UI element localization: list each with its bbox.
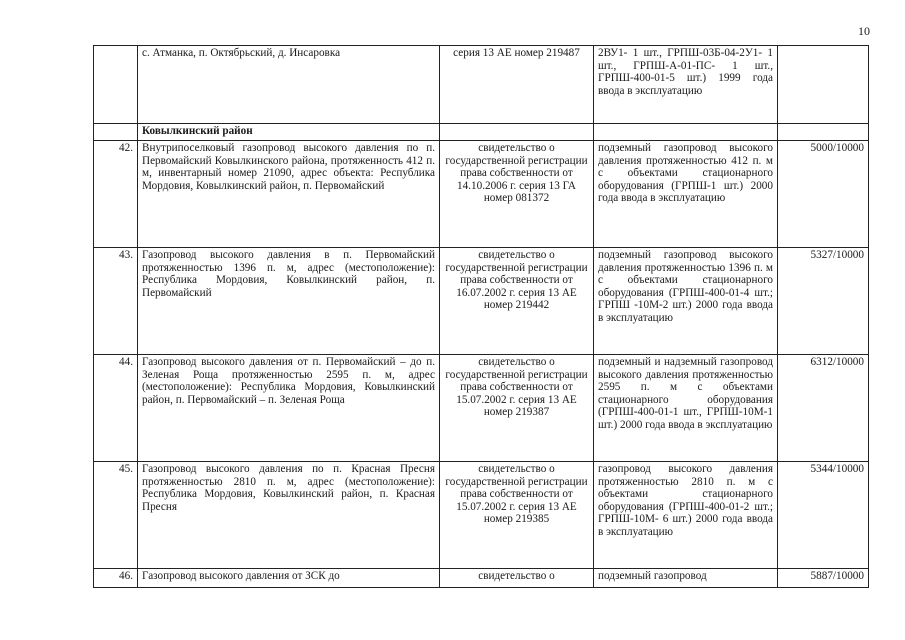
registration-document-cell: серия 13 АЕ номер 219487 (440, 46, 594, 124)
share-cell: 5000/10000 (778, 141, 869, 248)
registration-document-cell: свидетельство о (440, 569, 594, 588)
table-row (94, 141, 869, 248)
empty-cell (440, 124, 594, 141)
table-row (94, 569, 869, 588)
object-cell: Газопровод высокого давления от п. Первомайский – до п. Зеленая Роща протяженностью 2595 п. м, адрес (местоположение): Республика Мордовия, Ковылкинский район, п. Первомайский – п. Зеленая Роща (138, 355, 440, 462)
table-row (94, 462, 869, 569)
row-number-cell: 45. (94, 462, 138, 569)
share-cell: 5887/10000 (778, 569, 869, 588)
row-number-cell: 42. (94, 141, 138, 248)
registration-document-cell: свидетельство о государственной регистрации права собственности от 15.07.2002 г. серия 13 АЕ номер 219387 (440, 355, 594, 462)
table-row (94, 355, 869, 462)
share-cell: 6312/10000 (778, 355, 869, 462)
description-cell: газопровод высокого давления протяженностью 2810 п. м с объектами стационарного оборудования (ГРПШ-400-01-2 шт.; ГРПШ-10М- 6 шт.) 2000 года ввода в эксплуатацию (594, 462, 778, 569)
empty-cell (778, 124, 869, 141)
registration-document-cell: свидетельство о государственной регистрации права собственности от 14.10.2006 г. серия 13 ГА номер 081372 (440, 141, 594, 248)
share-cell: 5327/10000 (778, 248, 869, 355)
row-number-cell: 46. (94, 569, 138, 588)
description-cell: 2ВУ1- 1 шт., ГРПШ-03Б-04-2У1- 1 шт., ГРПШ-А-01-ПС- 1 шт., ГРПШ-400-01-5 шт.) 1999 года ввода в эксплуатацию (594, 46, 778, 124)
description-cell: подземный газопровод (594, 569, 778, 588)
description-cell: подземный и надземный газопровод высокого давления протяженностью 2595 п. м с объектами стационарного оборудования (ГРПШ-400-01-1 шт., ГРПШ-10М-1 шт.) 2000 года ввода в эксплуатацию (594, 355, 778, 462)
row-number-cell: 43. (94, 248, 138, 355)
district-heading: Ковылкинский район (138, 124, 440, 141)
row-number-cell (94, 124, 138, 141)
object-cell: Внутрипоселковый газопровод высокого давления по п. Первомайский Ковылкинского района, протяженность 412 п. м, инвентарный номер 21090, адрес объекта: Республика Мордовия, Ковылкинский район, п. Первомайский (138, 141, 440, 248)
district-heading-row (94, 124, 869, 141)
registration-document-cell: свидетельство о государственной регистрации права собственности от 16.07.2002 г. серия 13 АЕ номер 219442 (440, 248, 594, 355)
object-cell: Газопровод высокого давления по п. Красная Пресня протяженностью 2810 п. м, адрес (местоположение): Республика Мордовия, Ковылкинский район, п. Красная Пресня (138, 462, 440, 569)
description-cell: подземный газопровод высокого давления протяженностью 412 п. м с объектами стационарного оборудования (ГРПШ-1 шт.) 2000 года ввода в эксплуатацию (594, 141, 778, 248)
row-number-cell: 44. (94, 355, 138, 462)
object-cell: Газопровод высокого давления от ЗСК до (138, 569, 440, 588)
empty-cell (594, 124, 778, 141)
share-cell (778, 46, 869, 124)
table-row (94, 248, 869, 355)
property-registry-table (93, 45, 869, 588)
row-number-cell (94, 46, 138, 124)
table-row (94, 46, 869, 124)
description-cell: подземный газопровод высокого давления протяженностью 1396 п. м с объектами стационарного оборудования (ГРПШ-400-01-4 шт.; ГРПШ -10М-2 шт.) 2000 года ввода в эксплуатацию (594, 248, 778, 355)
object-cell: с. Атманка, п. Октябрьский, д. Инсаровка (138, 46, 440, 124)
page-number: 10 (858, 24, 870, 38)
registration-document-cell: свидетельство о государственной регистрации права собственности от 15.07.2002 г. серия 13 АЕ номер 219385 (440, 462, 594, 569)
share-cell: 5344/10000 (778, 462, 869, 569)
object-cell: Газопровод высокого давления в п. Первомайский протяженностью 1396 п. м, адрес (местоположение): Республика Мордовия, Ковылкинский район, п. Первомайский (138, 248, 440, 355)
